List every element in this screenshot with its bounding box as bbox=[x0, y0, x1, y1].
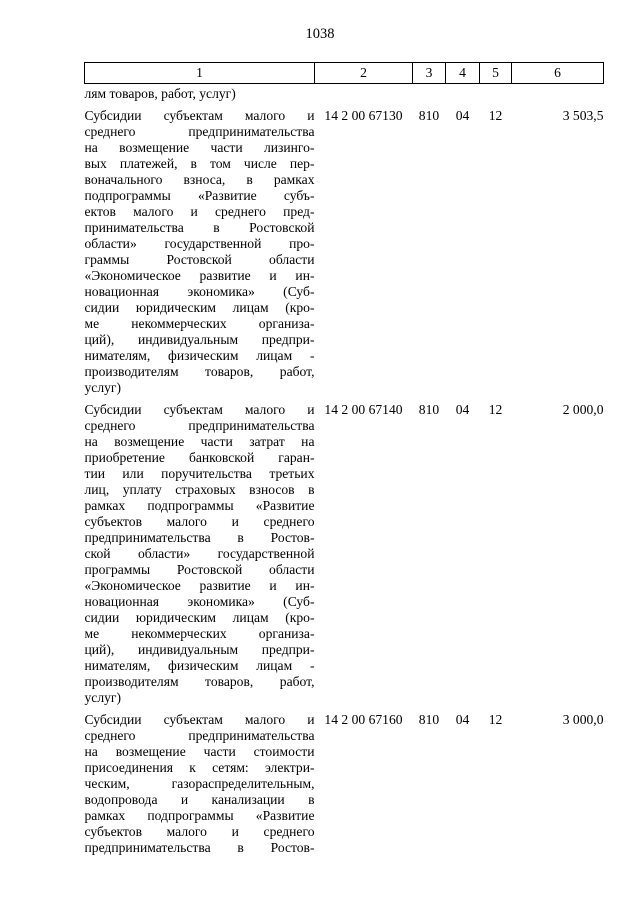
description-line: нимателям, физическим лицам - bbox=[84, 348, 315, 363]
description-line: среднего предпринимательства bbox=[84, 418, 315, 433]
description-line: среднего предпринимательства bbox=[84, 728, 315, 743]
subsection-code: 12 bbox=[488, 402, 503, 417]
description-line: ций), индивидуальным предпри- bbox=[84, 332, 315, 347]
description-line: производителям товаров, работ, bbox=[84, 674, 315, 689]
expense-type: 810 bbox=[418, 402, 440, 417]
description-line: нимателям, физическим лицам - bbox=[84, 658, 315, 673]
description-line: субъектов малого и среднего bbox=[84, 824, 315, 839]
budget-code: 14 2 00 67130 bbox=[324, 108, 403, 123]
amount-value: 3 503,5 bbox=[562, 108, 604, 123]
table-header-row bbox=[85, 63, 604, 84]
description-line: предпринимательства в Ростов- bbox=[84, 840, 315, 855]
description-line: области» государственной про- bbox=[84, 236, 315, 251]
description-line: «Экономическое развитие и ин- bbox=[84, 578, 315, 593]
column-header-4: 4 bbox=[446, 63, 480, 84]
description-line: на возмещение части затрат на bbox=[84, 434, 315, 449]
description-line: рамках подпрограммы «Развитие bbox=[84, 498, 315, 513]
continuation-text: лям товаров, работ, услуг) bbox=[84, 86, 236, 101]
description-line: водопровода и канализации в bbox=[84, 792, 315, 807]
budget-table bbox=[84, 62, 604, 856]
description-line: на возмещение части лизинго- bbox=[84, 140, 315, 155]
column-header-3: 3 bbox=[413, 63, 446, 84]
description-line: ме некоммерческих организа- bbox=[84, 316, 315, 331]
description-line: на возмещение части стоимости bbox=[84, 744, 315, 759]
description-line: принимательства в Ростовской bbox=[84, 220, 315, 235]
description-line: новационная экономика» (Суб- bbox=[84, 594, 315, 609]
amount-value: 2 000,0 bbox=[562, 402, 604, 417]
section-code: 04 bbox=[455, 712, 470, 727]
section-code: 04 bbox=[455, 108, 470, 123]
row-description bbox=[85, 396, 315, 706]
description-line: Субсидии субъектам малого и bbox=[84, 402, 315, 417]
description-line: Субсидии субъектам малого и bbox=[84, 108, 315, 123]
description-line: вых платежей, в том числе пер- bbox=[84, 156, 315, 171]
subsection-code: 12 bbox=[488, 108, 503, 123]
description-line: воначального взноса, в рамках bbox=[84, 172, 315, 187]
description-line: тии или поручительства третьих bbox=[84, 466, 315, 481]
budget-code: 14 2 00 67140 bbox=[324, 402, 403, 417]
description-line: рамках подпрограммы «Развитие bbox=[84, 808, 315, 823]
description-line: сидии юридическим лицам (кро- bbox=[84, 610, 315, 625]
description-line: среднего предпринимательства bbox=[84, 124, 315, 139]
description-line: ектов малого и среднего пред- bbox=[84, 204, 315, 219]
description-line: «Экономическое развитие и ин- bbox=[84, 268, 315, 283]
section-code: 04 bbox=[455, 402, 470, 417]
table-row bbox=[85, 102, 604, 396]
column-header-5: 5 bbox=[480, 63, 512, 84]
description-line: сидии юридическим лицам (кро- bbox=[84, 300, 315, 315]
column-header-1: 1 bbox=[85, 63, 315, 84]
description-line: граммы Ростовской области bbox=[84, 252, 315, 267]
row-description bbox=[85, 102, 315, 396]
description-line: присоединения к сетям: электри- bbox=[84, 760, 315, 775]
description-line: Субсидии субъектам малого и bbox=[84, 712, 315, 727]
description-line: производителям товаров, работ, bbox=[84, 364, 315, 379]
description-line: лиц, уплату страховых взносов в bbox=[84, 482, 315, 497]
table-row bbox=[85, 396, 604, 706]
description-line: подпрограммы «Развитие субъ- bbox=[84, 188, 315, 203]
table-row bbox=[85, 706, 604, 856]
expense-type: 810 bbox=[418, 712, 440, 727]
description-line: услуг) bbox=[84, 380, 122, 395]
budget-code: 14 2 00 67160 bbox=[324, 712, 403, 727]
description-line: новационная экономика» (Суб- bbox=[84, 284, 315, 299]
description-line: ческим, газораспределительным, bbox=[84, 776, 315, 791]
description-line: услуг) bbox=[84, 690, 122, 705]
continuation-row bbox=[85, 84, 604, 103]
description-line: ской области» государственной bbox=[84, 546, 315, 561]
column-header-6: 6 bbox=[512, 63, 604, 84]
description-line: приобретение банковской гаран- bbox=[84, 450, 315, 465]
description-line: программы Ростовской области bbox=[84, 562, 315, 577]
description-line: предпринимательства в Ростов- bbox=[84, 530, 315, 545]
amount-value: 3 000,0 bbox=[562, 712, 604, 727]
subsection-code: 12 bbox=[488, 712, 503, 727]
expense-type: 810 bbox=[418, 108, 440, 123]
description-line: ме некоммерческих организа- bbox=[84, 626, 315, 641]
page-number: 1038 bbox=[305, 26, 335, 42]
column-header-2: 2 bbox=[315, 63, 413, 84]
description-line: ций), индивидуальным предпри- bbox=[84, 642, 315, 657]
row-description bbox=[85, 706, 315, 856]
description-line: субъектов малого и среднего bbox=[84, 514, 315, 529]
